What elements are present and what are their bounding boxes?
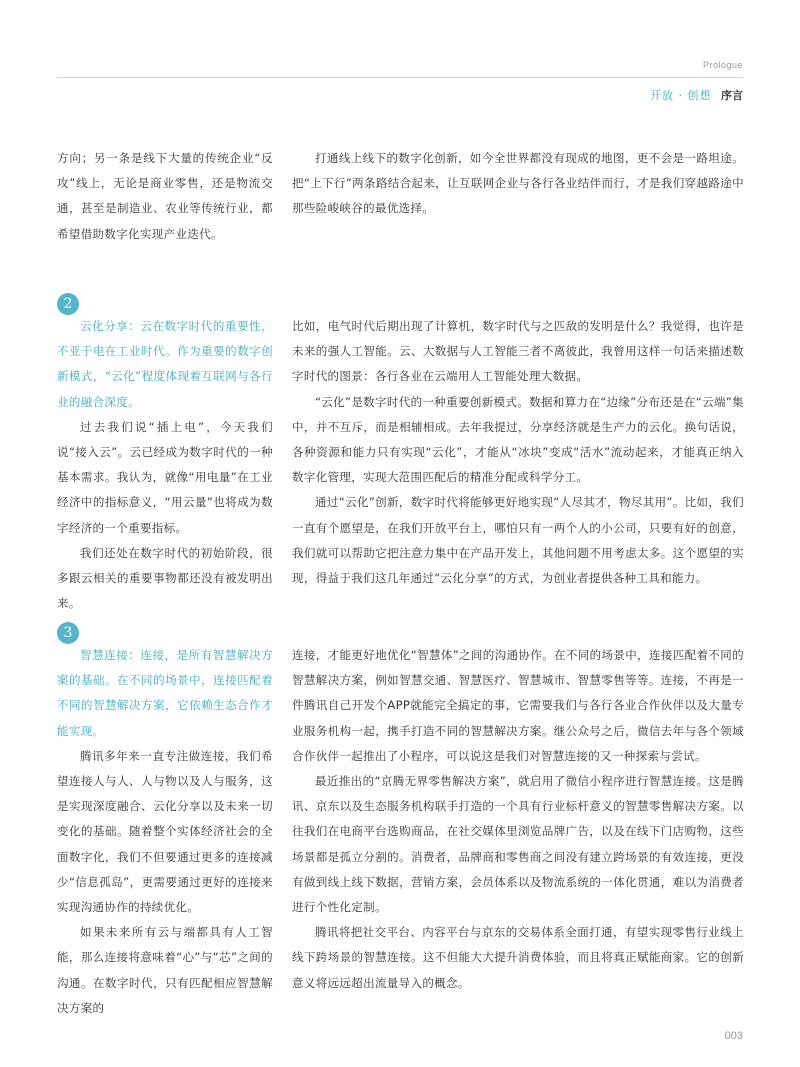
- paragraph: 比如，电气时代后期出现了计算机，数字时代与之匹敌的发明是什么？我觉得，也许是未来的强人工智能。云、大数据与人工智能三者不离彼此，我曾用这样一句话来描述数字时代的图景：各行各业在云端用人工智能处理大数据。: [292, 319, 744, 384]
- paragraph: 我们还处在数字时代的初始阶段，很多跟云相关的重要事物都还没有被发明出来。: [57, 545, 273, 611]
- section-number-badge-3: 3: [57, 622, 79, 644]
- header-accent-text: 开放 · 创想: [650, 89, 712, 102]
- paragraph: 如果未来所有云与端都具有人工智能，那么连接将意味着“心”与“芯”之间的沟通。在数字时代，只有匹配相应智慧解决方案的: [57, 925, 273, 1015]
- paragraph: 方向；另一条是线下大量的传统企业“反攻”线上，无论是商业零售，还是物流交通，甚至是制造业、农业等传统行业，都希望借助数字化实现产业迭代。: [57, 151, 273, 241]
- paragraph: 腾讯将把社交平台、内容平台与京东的交易体系全面打通，有望实现零售行业线上线下跨场景的智慧连接。这不但能大大提升消费体验，而且将真正赋能商家。它的创新意义将远远超出流量导入的概念。: [292, 925, 744, 990]
- section-number-badge-2: 2: [57, 293, 79, 315]
- section3-left-column: [57, 643, 273, 1021]
- block1-right-column: [292, 146, 744, 222]
- section3-highlight: 智慧连接：连接，是所有智慧解决方案的基础。在不同的场景中，连接匹配着不同的智慧解决方案，它依赖生态合作才能实现。: [57, 648, 273, 738]
- running-header: [650, 87, 743, 103]
- running-header-english: Prologue: [702, 60, 743, 70]
- paragraph: 最近推出的“京腾无界零售解决方案”，就启用了微信小程序进行智慧连接。这是腾讯、京东以及生态服务机构联手打造的一个具有行业标杆意义的智慧零售解决方案。以往我们在电商平台选购商品，在社交媒体里浏览品牌广告，以及在线下门店购物，这些场景都是孤立分割的。消费者，品牌商和零售商之间没有建立跨场景的有效连接，更没有做到线上线下数据，营销方案，会员体系以及物流系统的一体化贯通，难以为消费者进行个性化定制。: [292, 774, 744, 915]
- section2-highlight: 云化分享：云在数字时代的重要性，不亚于电在工业时代。作为重要的数字创新模式，“云化”程度体现着互联网与各行业的融合深度。: [57, 319, 273, 409]
- paragraph: 连接，才能更好地优化“智慧体”之间的沟通协作。在不同的场景中，连接匹配着不同的智慧解决方案，例如智慧交通、智慧医疗、智慧城市、智慧零售等等。连接，不再是一件腾讯自己开发个APP就能完全搞定的事，它需要我们与各行各业合作伙伴以及大量专业服务机构一起，携手打造不同的智慧解决方案。继公众号之后，微信去年与各个领域合作伙伴一起推出了小程序，可以说这是我们对智慧连接的又一种探索与尝试。: [292, 648, 744, 763]
- header-divider: [57, 77, 743, 78]
- section2-left-column: [57, 314, 273, 616]
- page-number: 003: [724, 1030, 743, 1042]
- block1-left-column: [57, 146, 273, 247]
- header-title: 序言: [721, 89, 743, 102]
- paragraph: 腾讯多年来一直专注做连接，我们希望连接人与人、人与物以及人与服务，这是实现深度融合、云化分享以及未来一切变化的基础。随着整个实体经济社会的全面数字化，我们不但要通过更多的连接减少“信息孤岛”，更需要通过更好的连接来实现沟通协作的持续优化。: [57, 748, 273, 915]
- paragraph: 过去我们说“插上电”，今天我们说“接入云”。云已经成为数字时代的一种基本需求。我认为，就像“用电量”在工业经济中的指标意义，“用云量”也将成为数字经济的一个重要指标。: [57, 419, 273, 535]
- section3-right-column: [292, 643, 744, 996]
- paragraph: 打通线上线下的数字化创新，如今全世界都没有现成的地图，更不会是一路坦途。把“上下行”两条路结合起来，让互联网企业与各行各业结伴而行，才是我们穿越路途中那些险峻峡谷的最优选择。: [292, 151, 744, 216]
- paragraph: 通过“云化”创新，数字时代将能够更好地实现“人尽其才，物尽其用”。比如，我们一直有个愿望是，在我们开放平台上，哪怕只有一两个人的小公司，只要有好的创意，我们就可以帮助它把注意力集中在产品开发上，其他问题不用考虑太多。这个愿望的实现，得益于我们这几年通过“云化分享”的方式，为创业者提供各种工具和能力。: [292, 495, 744, 586]
- paragraph: “云化”是数字时代的一种重要创新模式。数据和算力在“边缘”分布还是在“云端”集中，并不互斥，而是相辅相成。去年我提过，分享经济就是生产力的云化。换句话说，各种资源和能力只有实现“云化”，才能从“冰块”变成“活水”流动起来，才能真正纳入数字化管理，实现大范围匹配后的精准分配或科学分工。: [292, 394, 744, 485]
- section2-right-column: [292, 314, 744, 591]
